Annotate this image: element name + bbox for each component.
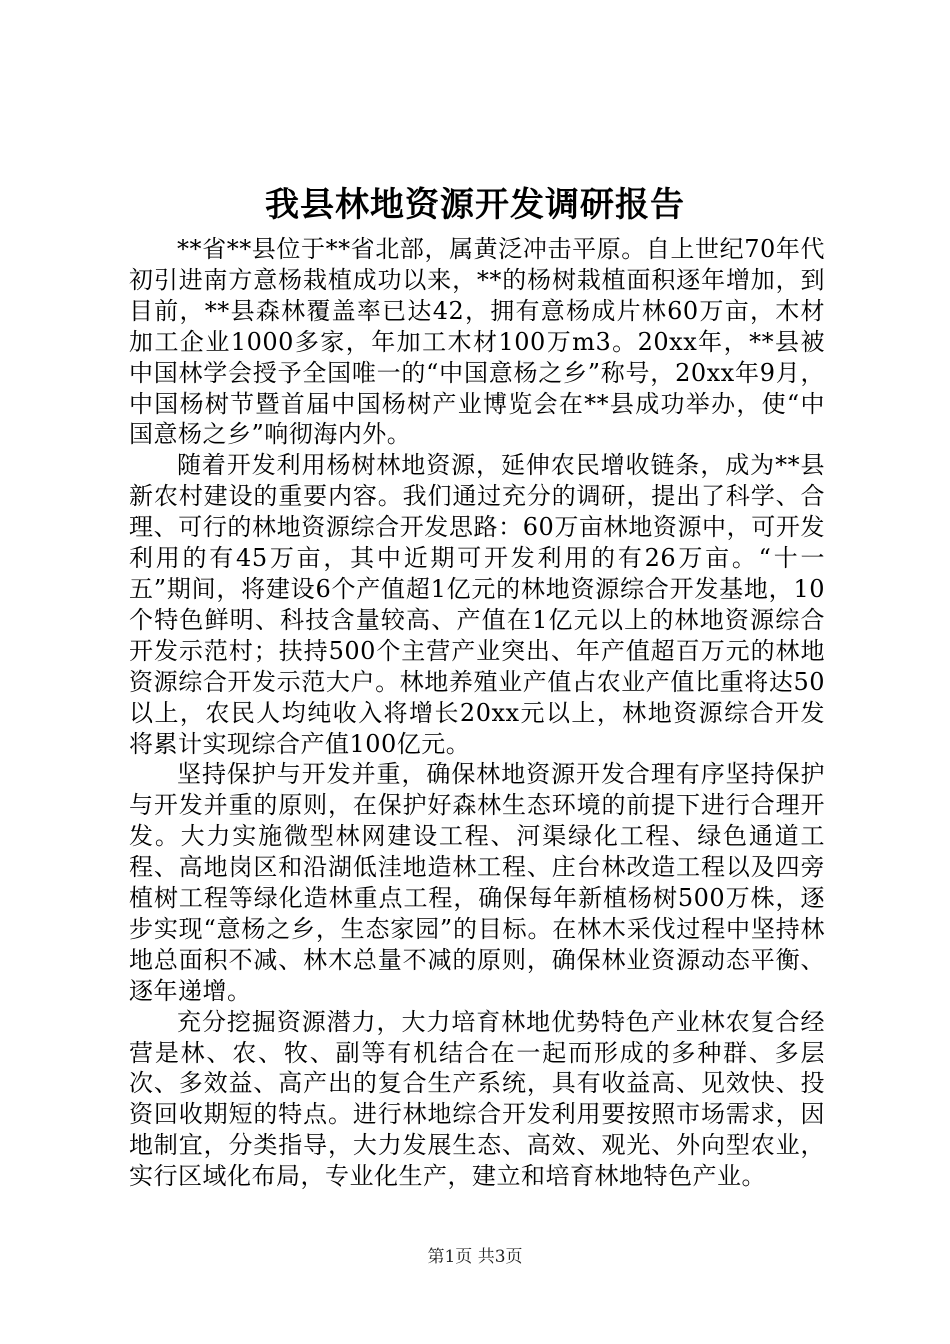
document-title: 我县林地资源开发调研报告 bbox=[265, 185, 685, 225]
page-number-footer: 第1页 共3页 bbox=[427, 1247, 523, 1267]
paragraph-3: 坚持保护与开发并重，确保林地资源开发合理有序坚持保护与开发并重的原则，在保护好森林生态环境的前提下进行合理开发。大力实施微型林网建设工程、河渠绿化工程、绿色通道工程、高地岗区和沿湖低洼地造林工程、庄台林改造工程以及四旁植树工程等绿化造林重点工程，确保每年新植杨树500万株，逐步实现“意杨之乡，生态家园”的目标。在林木采伐过程中坚持林地总面积不减、林木总量不减的原则，确保林业资源动态平衡、逐年递增。 bbox=[129, 760, 825, 1005]
document-body bbox=[129, 234, 825, 1192]
paragraph-2: 随着开发利用杨树林地资源，延伸农民增收链条，成为**县新农村建设的重要内容。我们通过充分的调研，提出了科学、合理、可行的林地资源综合开发思路：60万亩林地资源中，可开发利用的有45万亩，其中近期可开发利用的有26万亩。“十一五”期间，将建设6个产值超1亿元的林地资源综合开发基地，10个特色鲜明、科技含量较高、产值在1亿元以上的林地资源综合开发示范村；扶持500个主营产业突出、年产值超百万元的林地资源综合开发示范大户。林地养殖业产值占农业产值比重将达50以上，农民人均纯收入将增长20xx元以上，林地资源综合开发将累计实现综合产值100亿元。 bbox=[129, 451, 825, 758]
paragraph-1: **省**县位于**省北部，属黄泛冲击平原。自上世纪70年代初引进南方意杨栽植成功以来，**的杨树栽植面积逐年增加，到目前，**县森林覆盖率已达42，拥有意杨成片林60万亩，木材加工企业1000多家，年加工木材100万m3。20xx年，**县被中国林学会授予全国唯一的“中国意杨之乡”称号，20xx年9月，中国杨树节暨首届中国杨树产业博览会在**县成功举办，使“中国意杨之乡”响彻海内外。 bbox=[129, 235, 825, 449]
paragraph-4: 充分挖掘资源潜力，大力培育林地优势特色产业林农复合经营是林、农、牧、副等有机结合在一起而形成的多种群、多层次、多效益、高产出的复合生产系统，具有收益高、见效快、投资回收期短的特点。进行林地综合开发利用要按照市场需求，因地制宜，分类指导，大力发展生态、高效、观光、外向型农业，实行区域化布局，专业化生产，建立和培育林地特色产业。 bbox=[129, 1007, 825, 1191]
